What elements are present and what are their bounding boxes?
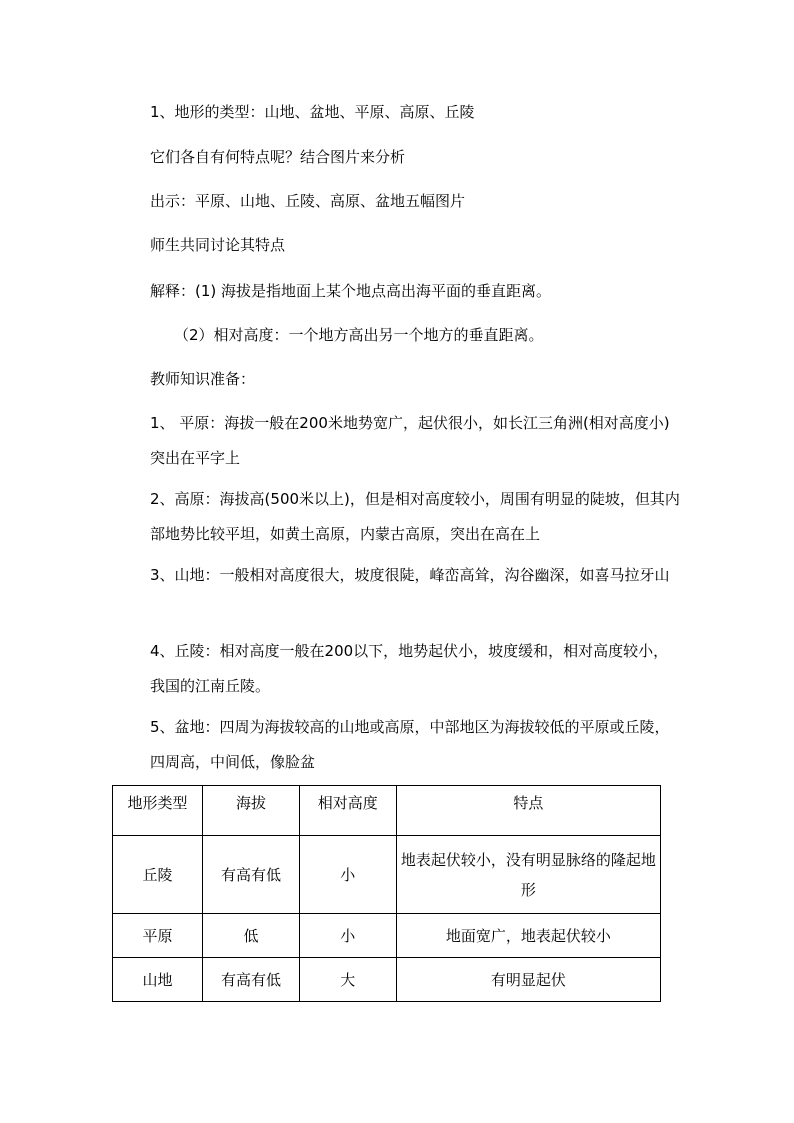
explanation-relative-height-line: （2）相对高度：一个地方高出另一个地方的垂直距离。 (174, 326, 544, 344)
knowledge-mountain: 3、山地：一般相对高度很大，坡度很陡，峰峦高耸，沟谷幽深，如喜马拉牙山 (150, 566, 670, 584)
header-features: 特点 (396, 786, 660, 836)
header-altitude: 海拔 (203, 786, 300, 836)
cell-terrain: 山地 (113, 958, 203, 1002)
header-relative-height: 相对高度 (299, 786, 396, 836)
table-row (113, 836, 661, 914)
explanation-altitude-line: 解释：(1) 海拔是指地面上某个地点高出海平面的垂直距离。 (150, 282, 552, 300)
cell-features: 地表起伏较小，没有明显脉络的隆起地形 (396, 836, 660, 914)
knowledge-basin: 5、盆地：四周为海拔较高的山地或高原，中部地区为海拔较低的平原或丘陵，四周高，中间低，像脸盆 (150, 718, 670, 771)
question-line: 它们各自有何特点呢？结合图片来分析 (150, 148, 406, 166)
cell-altitude: 有高有低 (203, 836, 300, 914)
terrain-types-line: 1、地形的类型：山地、盆地、平原、高原、丘陵 (150, 103, 475, 121)
cell-relative-height: 大 (299, 958, 396, 1002)
cell-relative-height: 小 (299, 914, 396, 958)
table-row (113, 958, 661, 1002)
show-pictures-line: 出示：平原、山地、丘陵、高原、盆地五幅图片 (150, 192, 466, 210)
teacher-knowledge-heading: 教师知识准备： (150, 370, 256, 388)
table-row (113, 914, 661, 958)
cell-altitude: 有高有低 (203, 958, 300, 1002)
cell-relative-height: 小 (299, 836, 396, 914)
cell-terrain: 丘陵 (113, 836, 203, 914)
knowledge-plateau: 2、高原：海拔高(500米以上)，但是相对高度较小，周围有明显的陡坡，但其内部地势比较平坦，如黄土高原，内蒙古高原，突出在高在上 (150, 490, 680, 543)
cell-features: 地面宽广，地表起伏较小 (396, 914, 660, 958)
discussion-line: 师生共同讨论其特点 (150, 236, 286, 254)
cell-altitude: 低 (203, 914, 300, 958)
table-header-row (113, 786, 661, 836)
header-terrain-type: 地形类型 (113, 786, 203, 836)
cell-features: 有明显起伏 (396, 958, 660, 1002)
terrain-table (112, 785, 661, 1002)
cell-terrain: 平原 (113, 914, 203, 958)
knowledge-hills: 4、丘陵：相对高度一般在200以下，地势起伏小，坡度缓和，相对高度较小，我国的江南丘陵。 (150, 642, 669, 695)
knowledge-plain: 1、 平原：海拔一般在200米地势宽广，起伏很小，如长江三角洲(相对高度小)突出在平字上 (150, 414, 670, 467)
